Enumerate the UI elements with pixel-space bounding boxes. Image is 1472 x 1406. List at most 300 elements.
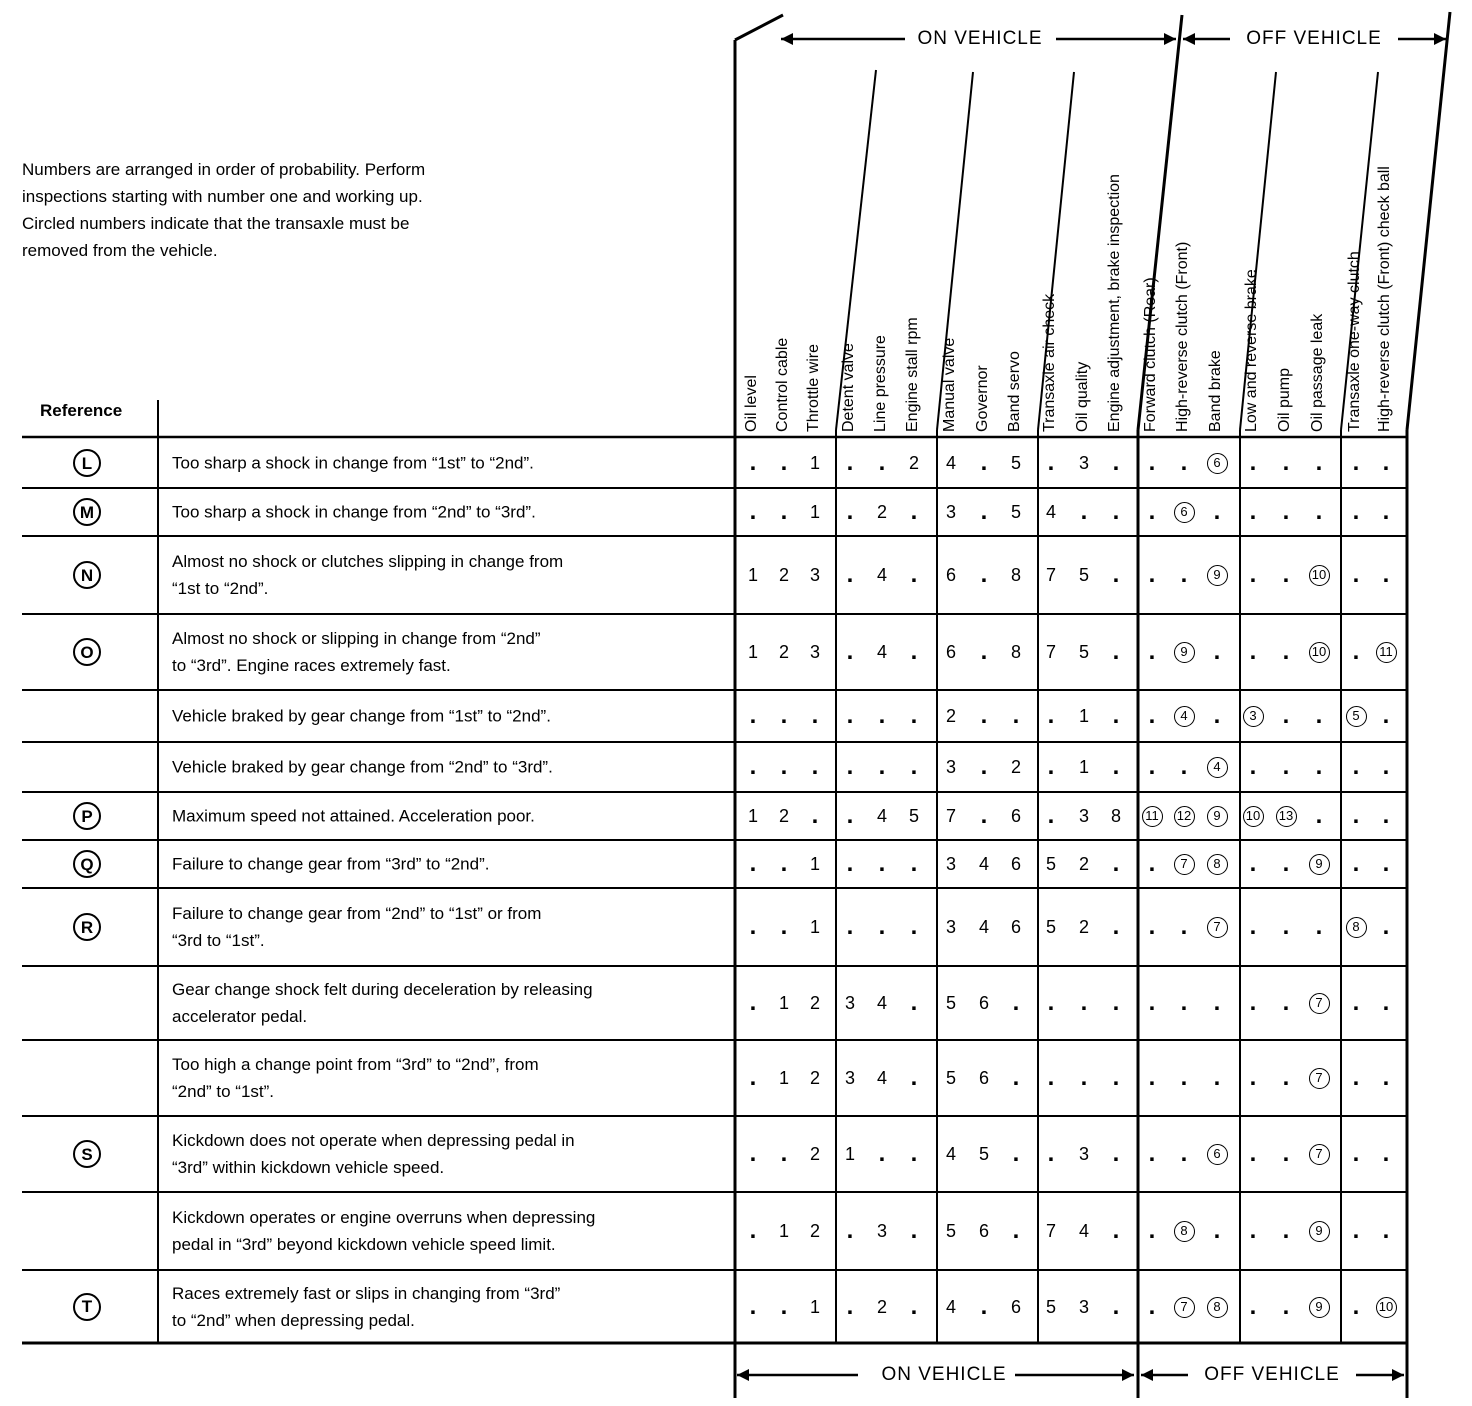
circled-priority-cell: 4 — [1202, 756, 1232, 778]
empty-cell-dot: . — [1112, 638, 1120, 665]
symptom-line: “3rd to “1st”. — [172, 931, 265, 950]
priority-cell: 6 — [1010, 854, 1021, 874]
empty-cell-dot: . — [910, 702, 918, 729]
empty-cell-dot: . — [910, 1140, 918, 1167]
circled-priority-cell: 4 — [1169, 705, 1199, 727]
empty-cell-dot: . — [1352, 449, 1360, 476]
priority-cell: 5 — [1010, 453, 1021, 473]
empty-cell-dot: . — [1249, 498, 1257, 525]
circled-priority-cell: 5 — [1341, 705, 1371, 727]
circled-priority-cell: 7 — [1202, 916, 1232, 938]
circled-priority-cell: 11 — [1371, 641, 1401, 663]
empty-cell-dot: . — [878, 850, 886, 877]
empty-cell-dot: . — [780, 753, 788, 780]
empty-cell-dot: . — [1112, 913, 1120, 940]
empty-cell-dot: . — [1148, 449, 1156, 476]
empty-cell-dot: . — [780, 1292, 788, 1320]
circled-priority-cell: 11 — [1137, 805, 1167, 827]
empty-cell-dot: . — [749, 498, 757, 525]
priority-cell: 1 — [778, 1221, 789, 1241]
empty-cell-dot: . — [1249, 913, 1257, 940]
empty-cell-dot: . — [1315, 913, 1323, 940]
reference-badge: N — [73, 561, 101, 589]
empty-cell-dot: . — [1352, 498, 1360, 525]
empty-cell-dot: . — [1148, 702, 1156, 729]
circled-priority-cell: 3 — [1238, 705, 1268, 727]
reference-badge: R — [73, 913, 101, 941]
column-header: Throttle wire — [805, 343, 822, 432]
priority-cell: 1 — [809, 854, 820, 874]
priority-cell: 4 — [876, 993, 887, 1013]
empty-cell-dot: . — [1047, 802, 1055, 829]
priority-cell: 5 — [945, 1068, 956, 1088]
priority-cell: 6 — [945, 565, 956, 585]
priority-cell: 5 — [908, 806, 919, 826]
empty-cell-dot: . — [846, 638, 854, 665]
column-header: Manual valve — [941, 337, 958, 432]
empty-cell-dot: . — [1382, 802, 1390, 829]
empty-cell-dot: . — [749, 1064, 757, 1091]
empty-cell-dot: . — [1382, 753, 1390, 780]
empty-cell-dot: . — [1047, 989, 1055, 1016]
empty-cell-dot: . — [1249, 753, 1257, 780]
empty-cell-dot: . — [1112, 1292, 1120, 1320]
priority-cell: 2 — [1010, 757, 1021, 777]
empty-cell-dot: . — [1382, 989, 1390, 1016]
empty-cell-dot: . — [1282, 850, 1290, 877]
empty-cell-dot: . — [910, 989, 918, 1016]
empty-cell-dot: . — [878, 1140, 886, 1167]
intro-line: inspections starting with number one and working up. — [22, 187, 423, 206]
intro-line: Numbers are arranged in order of probability. Perform — [22, 160, 426, 179]
circled-priority-cell: 9 — [1304, 1220, 1334, 1242]
empty-cell-dot: . — [1282, 561, 1290, 588]
priority-cell: 4 — [876, 565, 887, 585]
on-vehicle-banner-top: ON VEHICLE — [913, 28, 1046, 50]
column-header: Control cable — [774, 337, 791, 432]
empty-cell-dot: . — [780, 498, 788, 525]
priority-cell: 3 — [809, 642, 820, 662]
empty-cell-dot: . — [780, 702, 788, 729]
arrowhead-right — [1392, 1369, 1404, 1381]
arrowhead-right — [1122, 1369, 1134, 1381]
empty-cell-dot: . — [1148, 1140, 1156, 1167]
empty-cell-dot: . — [811, 702, 819, 729]
priority-cell: 3 — [945, 854, 956, 874]
empty-cell-dot: . — [1352, 561, 1360, 588]
empty-cell-dot: . — [1249, 638, 1257, 665]
empty-cell-dot: . — [1352, 1217, 1360, 1244]
empty-cell-dot: . — [811, 753, 819, 780]
circled-priority-cell: 9 — [1304, 853, 1334, 875]
empty-cell-dot: . — [846, 913, 854, 940]
empty-cell-dot: . — [811, 802, 819, 829]
empty-cell-dot: . — [1112, 1217, 1120, 1244]
empty-cell-dot: . — [878, 449, 886, 476]
column-header: Band servo — [1006, 351, 1023, 432]
empty-cell-dot: . — [1148, 989, 1156, 1016]
column-header: Engine adjustment, brake inspection — [1106, 174, 1123, 432]
priority-cell: 5 — [1078, 565, 1089, 585]
empty-cell-dot: . — [980, 498, 988, 525]
reference-badge: L — [73, 449, 101, 477]
empty-cell-dot: . — [1382, 850, 1390, 877]
empty-cell-dot: . — [846, 1292, 854, 1320]
empty-cell-dot: . — [1282, 1217, 1290, 1244]
empty-cell-dot: . — [749, 702, 757, 729]
priority-cell: 3 — [945, 917, 956, 937]
priority-cell: 6 — [945, 642, 956, 662]
empty-cell-dot: . — [749, 449, 757, 476]
symptom-line: Kickdown does not operate when depressing pedal in — [172, 1131, 575, 1150]
priority-cell: 2 — [945, 706, 956, 726]
priority-cell: 1 — [747, 565, 758, 585]
column-header: Transaxle one-way clutch — [1346, 251, 1363, 432]
empty-cell-dot: . — [1282, 449, 1290, 476]
circled-priority-cell: 10 — [1304, 641, 1334, 663]
empty-cell-dot: . — [1249, 1140, 1257, 1167]
symptom-line: accelerator pedal. — [172, 1007, 308, 1026]
priority-cell: 3 — [945, 502, 956, 522]
empty-cell-dot: . — [910, 1064, 918, 1091]
empty-cell-dot: . — [910, 638, 918, 665]
empty-cell-dot: . — [910, 850, 918, 877]
priority-cell: 2 — [1078, 917, 1089, 937]
intro-line: removed from the vehicle. — [22, 241, 218, 260]
empty-cell-dot: . — [910, 1292, 918, 1320]
priority-cell: 6 — [1010, 1296, 1021, 1317]
symptom-description — [172, 625, 732, 679]
empty-cell-dot: . — [1249, 1064, 1257, 1091]
column-header: Line pressure — [872, 335, 889, 432]
priority-cell: 2 — [1078, 854, 1089, 874]
empty-cell-dot: . — [878, 913, 886, 940]
column-header: Band brake — [1207, 350, 1224, 432]
empty-cell-dot: . — [1382, 913, 1390, 940]
empty-cell-dot: . — [1352, 1292, 1360, 1320]
reference-badge: T — [73, 1293, 101, 1321]
empty-cell-dot: . — [1213, 989, 1221, 1016]
circled-priority-cell: 10 — [1304, 564, 1334, 586]
empty-cell-dot: . — [1012, 702, 1020, 729]
empty-cell-dot: . — [1112, 1140, 1120, 1167]
empty-cell-dot: . — [846, 753, 854, 780]
empty-cell-dot: . — [1315, 753, 1323, 780]
empty-cell-dot: . — [780, 913, 788, 940]
column-header: Oil passage leak — [1309, 313, 1326, 432]
circled-priority-cell: 7 — [1169, 1296, 1199, 1318]
empty-cell-dot: . — [1213, 1064, 1221, 1091]
empty-cell-dot: . — [1180, 753, 1188, 780]
symptom-description — [172, 1127, 732, 1181]
group-separator-slant — [1407, 12, 1450, 430]
empty-cell-dot: . — [1315, 449, 1323, 476]
empty-cell-dot: . — [1382, 1064, 1390, 1091]
column-header: Forward clutch (Rear) — [1142, 277, 1159, 432]
priority-cell: 6 — [1010, 806, 1021, 826]
priority-cell: 1 — [809, 1296, 820, 1317]
priority-cell: 1 — [747, 642, 758, 662]
empty-cell-dot: . — [1213, 498, 1221, 525]
empty-cell-dot: . — [910, 753, 918, 780]
empty-cell-dot: . — [1249, 1217, 1257, 1244]
empty-cell-dot: . — [1213, 702, 1221, 729]
symptom-description — [172, 900, 732, 954]
priority-cell: 5 — [1078, 642, 1089, 662]
priority-cell: 7 — [1045, 1221, 1056, 1241]
symptom-description — [172, 450, 732, 477]
empty-cell-dot: . — [1148, 850, 1156, 877]
empty-cell-dot: . — [1180, 1140, 1188, 1167]
column-header: High-reverse clutch (Front) check ball — [1376, 166, 1393, 432]
circled-priority-cell: 6 — [1202, 1143, 1232, 1165]
empty-cell-dot: . — [1382, 702, 1390, 729]
circled-priority-cell: 8 — [1202, 1296, 1232, 1318]
column-header: High-reverse clutch (Front) — [1174, 241, 1191, 432]
circled-priority-cell: 10 — [1371, 1296, 1401, 1318]
priority-cell: 3 — [1078, 1296, 1089, 1317]
empty-cell-dot: . — [1249, 989, 1257, 1016]
empty-cell-dot: . — [980, 638, 988, 665]
symptom-line: Vehicle braked by gear change from “1st” to “2nd”. — [172, 706, 551, 726]
empty-cell-dot: . — [1112, 561, 1120, 588]
priority-cell: 4 — [876, 1068, 887, 1088]
empty-cell-dot: . — [1282, 913, 1290, 940]
circled-priority-cell: 8 — [1341, 916, 1371, 938]
off-vehicle-banner-bottom: OFF VEHICLE — [1200, 1364, 1344, 1386]
empty-cell-dot: . — [1148, 498, 1156, 525]
symptom-line: Too high a change point from “3rd” to “2nd”, from — [172, 1055, 539, 1074]
empty-cell-dot: . — [749, 989, 757, 1016]
reference-badge: O — [73, 638, 101, 666]
empty-cell-dot: . — [1180, 1064, 1188, 1091]
priority-cell: 8 — [1110, 806, 1121, 826]
circled-priority-cell: 9 — [1202, 564, 1232, 586]
intro-line: Circled numbers indicate that the transaxle must be — [22, 214, 410, 233]
symptom-line: to “3rd”. Engine races extremely fast. — [172, 656, 451, 675]
on-vehicle-banner-bottom: ON VEHICLE — [877, 1364, 1010, 1386]
symptom-description — [172, 703, 732, 730]
symptom-line: “3rd” within kickdown vehicle speed. — [172, 1158, 445, 1177]
empty-cell-dot: . — [1112, 989, 1120, 1016]
empty-cell-dot: . — [780, 1140, 788, 1167]
priority-cell: 2 — [876, 1296, 887, 1317]
empty-cell-dot: . — [1282, 1292, 1290, 1320]
empty-cell-dot: . — [980, 702, 988, 729]
symptom-line: Too sharp a shock in change from “2nd” to “3rd”. — [172, 502, 536, 522]
empty-cell-dot: . — [749, 1292, 757, 1320]
priority-cell: 6 — [978, 1068, 989, 1088]
empty-cell-dot: . — [1012, 989, 1020, 1016]
symptom-line: Vehicle braked by gear change from “2nd” to “3rd”. — [172, 757, 553, 777]
priority-cell: 6 — [978, 993, 989, 1013]
symptom-line: to “2nd” when depressing pedal. — [172, 1310, 415, 1330]
circled-priority-cell: 10 — [1238, 805, 1268, 827]
circled-priority-cell: 13 — [1271, 805, 1301, 827]
empty-cell-dot: . — [846, 702, 854, 729]
priority-cell: 2 — [908, 453, 919, 473]
empty-cell-dot: . — [980, 753, 988, 780]
priority-cell: 3 — [945, 757, 956, 777]
symptom-description — [172, 754, 732, 781]
reference-badge: M — [73, 498, 101, 526]
symptom-line: Too sharp a shock in change from “1st” to “2nd”. — [172, 453, 534, 473]
empty-cell-dot: . — [910, 498, 918, 525]
empty-cell-dot: . — [1148, 753, 1156, 780]
empty-cell-dot: . — [1315, 802, 1323, 829]
empty-cell-dot: . — [1148, 561, 1156, 588]
empty-cell-dot: . — [780, 850, 788, 877]
symptom-description — [172, 851, 732, 878]
circled-priority-cell: 6 — [1202, 452, 1232, 474]
circled-priority-cell: 8 — [1202, 853, 1232, 875]
empty-cell-dot: . — [1249, 850, 1257, 877]
empty-cell-dot: . — [1249, 1292, 1257, 1320]
priority-cell: 1 — [809, 453, 820, 473]
priority-cell: 5 — [978, 1144, 989, 1164]
empty-cell-dot: . — [1282, 753, 1290, 780]
priority-cell: 5 — [1045, 1296, 1056, 1317]
empty-cell-dot: . — [1352, 850, 1360, 877]
priority-cell: 4 — [945, 453, 956, 473]
empty-cell-dot: . — [749, 913, 757, 940]
priority-cell: 1 — [844, 1144, 855, 1164]
empty-cell-dot: . — [910, 561, 918, 588]
empty-cell-dot: . — [1282, 1064, 1290, 1091]
arrowhead-left — [781, 33, 793, 45]
empty-cell-dot: . — [1352, 802, 1360, 829]
symptom-description — [172, 548, 732, 602]
empty-cell-dot: . — [780, 449, 788, 476]
column-header: Transaxle air check — [1041, 293, 1058, 432]
empty-cell-dot: . — [1352, 1140, 1360, 1167]
empty-cell-dot: . — [846, 449, 854, 476]
empty-cell-dot: . — [1112, 850, 1120, 877]
priority-cell: 1 — [778, 1068, 789, 1088]
symptom-line: Failure to change gear from “3rd” to “2nd”. — [172, 854, 490, 874]
priority-cell: 3 — [844, 1068, 855, 1088]
intro-note — [22, 156, 582, 264]
arrowhead-left — [737, 1369, 749, 1381]
arrowhead-right — [1164, 33, 1176, 45]
symptom-description — [172, 803, 732, 830]
empty-cell-dot: . — [910, 913, 918, 940]
arrowhead-left — [1183, 33, 1195, 45]
priority-cell: 5 — [1010, 502, 1021, 522]
empty-cell-dot: . — [846, 802, 854, 829]
empty-cell-dot: . — [980, 561, 988, 588]
priority-cell: 2 — [809, 993, 820, 1013]
priority-cell: 7 — [1045, 642, 1056, 662]
empty-cell-dot: . — [980, 1292, 988, 1320]
empty-cell-dot: . — [1012, 1064, 1020, 1091]
empty-cell-dot: . — [1148, 638, 1156, 665]
priority-cell: 3 — [1078, 806, 1089, 826]
priority-cell: 1 — [1078, 706, 1089, 726]
priority-cell: 1 — [747, 806, 758, 826]
priority-cell: 5 — [945, 1221, 956, 1241]
reference-header: Reference — [40, 401, 123, 420]
symptom-line: “1st to “2nd”. — [172, 579, 269, 598]
empty-cell-dot: . — [1282, 498, 1290, 525]
priority-cell: 1 — [809, 502, 820, 522]
empty-cell-dot: . — [1148, 913, 1156, 940]
empty-cell-dot: . — [1282, 1140, 1290, 1167]
priority-cell: 8 — [1010, 642, 1021, 662]
empty-cell-dot: . — [1382, 449, 1390, 476]
empty-cell-dot: . — [1282, 702, 1290, 729]
arrowhead-left — [1141, 1369, 1153, 1381]
empty-cell-dot: . — [1112, 449, 1120, 476]
empty-cell-dot: . — [1180, 561, 1188, 588]
empty-cell-dot: . — [1315, 702, 1323, 729]
empty-cell-dot: . — [910, 1217, 918, 1244]
empty-cell-dot: . — [749, 753, 757, 780]
circled-priority-cell: 6 — [1169, 501, 1199, 523]
symptom-description — [172, 976, 732, 1030]
priority-cell: 7 — [1045, 565, 1056, 585]
symptom-line: Failure to change gear from “2nd” to “1st” or from — [172, 904, 542, 923]
priority-cell: 7 — [945, 806, 956, 826]
priority-cell: 4 — [945, 1144, 956, 1164]
symptom-line: Almost no shock or slipping in change from “2nd” — [172, 629, 541, 648]
symptom-line: “2nd” to “1st”. — [172, 1082, 275, 1101]
empty-cell-dot: . — [1180, 913, 1188, 940]
empty-cell-dot: . — [1012, 1140, 1020, 1167]
empty-cell-dot: . — [1080, 1064, 1088, 1091]
priority-cell: 1 — [778, 993, 789, 1013]
symptom-line: Kickdown operates or engine overruns when depressing — [172, 1208, 596, 1227]
empty-cell-dot: . — [1080, 989, 1088, 1016]
priority-cell: 5 — [1045, 917, 1056, 937]
priority-cell: 4 — [978, 854, 989, 874]
empty-cell-dot: . — [1213, 1217, 1221, 1244]
empty-cell-dot: . — [1382, 561, 1390, 588]
empty-cell-dot: . — [1047, 449, 1055, 476]
priority-cell: 3 — [844, 993, 855, 1013]
column-header: Governor — [974, 365, 991, 432]
empty-cell-dot: . — [1047, 753, 1055, 780]
empty-cell-dot: . — [1112, 1064, 1120, 1091]
empty-cell-dot: . — [980, 449, 988, 476]
empty-cell-dot: . — [1352, 638, 1360, 665]
empty-cell-dot: . — [1382, 1217, 1390, 1244]
priority-cell: 2 — [778, 642, 789, 662]
circled-priority-cell: 8 — [1169, 1220, 1199, 1242]
reference-badge: S — [73, 1140, 101, 1168]
symptom-description — [172, 1051, 732, 1105]
empty-cell-dot: . — [878, 702, 886, 729]
empty-cell-dot: . — [1315, 498, 1323, 525]
empty-cell-dot: . — [1047, 1064, 1055, 1091]
circled-priority-cell: 7 — [1304, 1143, 1334, 1165]
empty-cell-dot: . — [1047, 1140, 1055, 1167]
empty-cell-dot: . — [1352, 1064, 1360, 1091]
priority-cell: 2 — [809, 1068, 820, 1088]
circled-priority-cell: 9 — [1169, 641, 1199, 663]
circled-priority-cell: 12 — [1169, 805, 1199, 827]
empty-cell-dot: . — [749, 1217, 757, 1244]
empty-cell-dot: . — [1112, 498, 1120, 525]
priority-cell: 4 — [1045, 502, 1056, 522]
priority-cell: 2 — [778, 806, 789, 826]
priority-cell: 6 — [978, 1221, 989, 1241]
empty-cell-dot: . — [846, 1217, 854, 1244]
empty-cell-dot: . — [1352, 989, 1360, 1016]
empty-cell-dot: . — [1352, 753, 1360, 780]
priority-cell: 6 — [1010, 917, 1021, 937]
column-header: Engine stall rpm — [904, 317, 921, 432]
